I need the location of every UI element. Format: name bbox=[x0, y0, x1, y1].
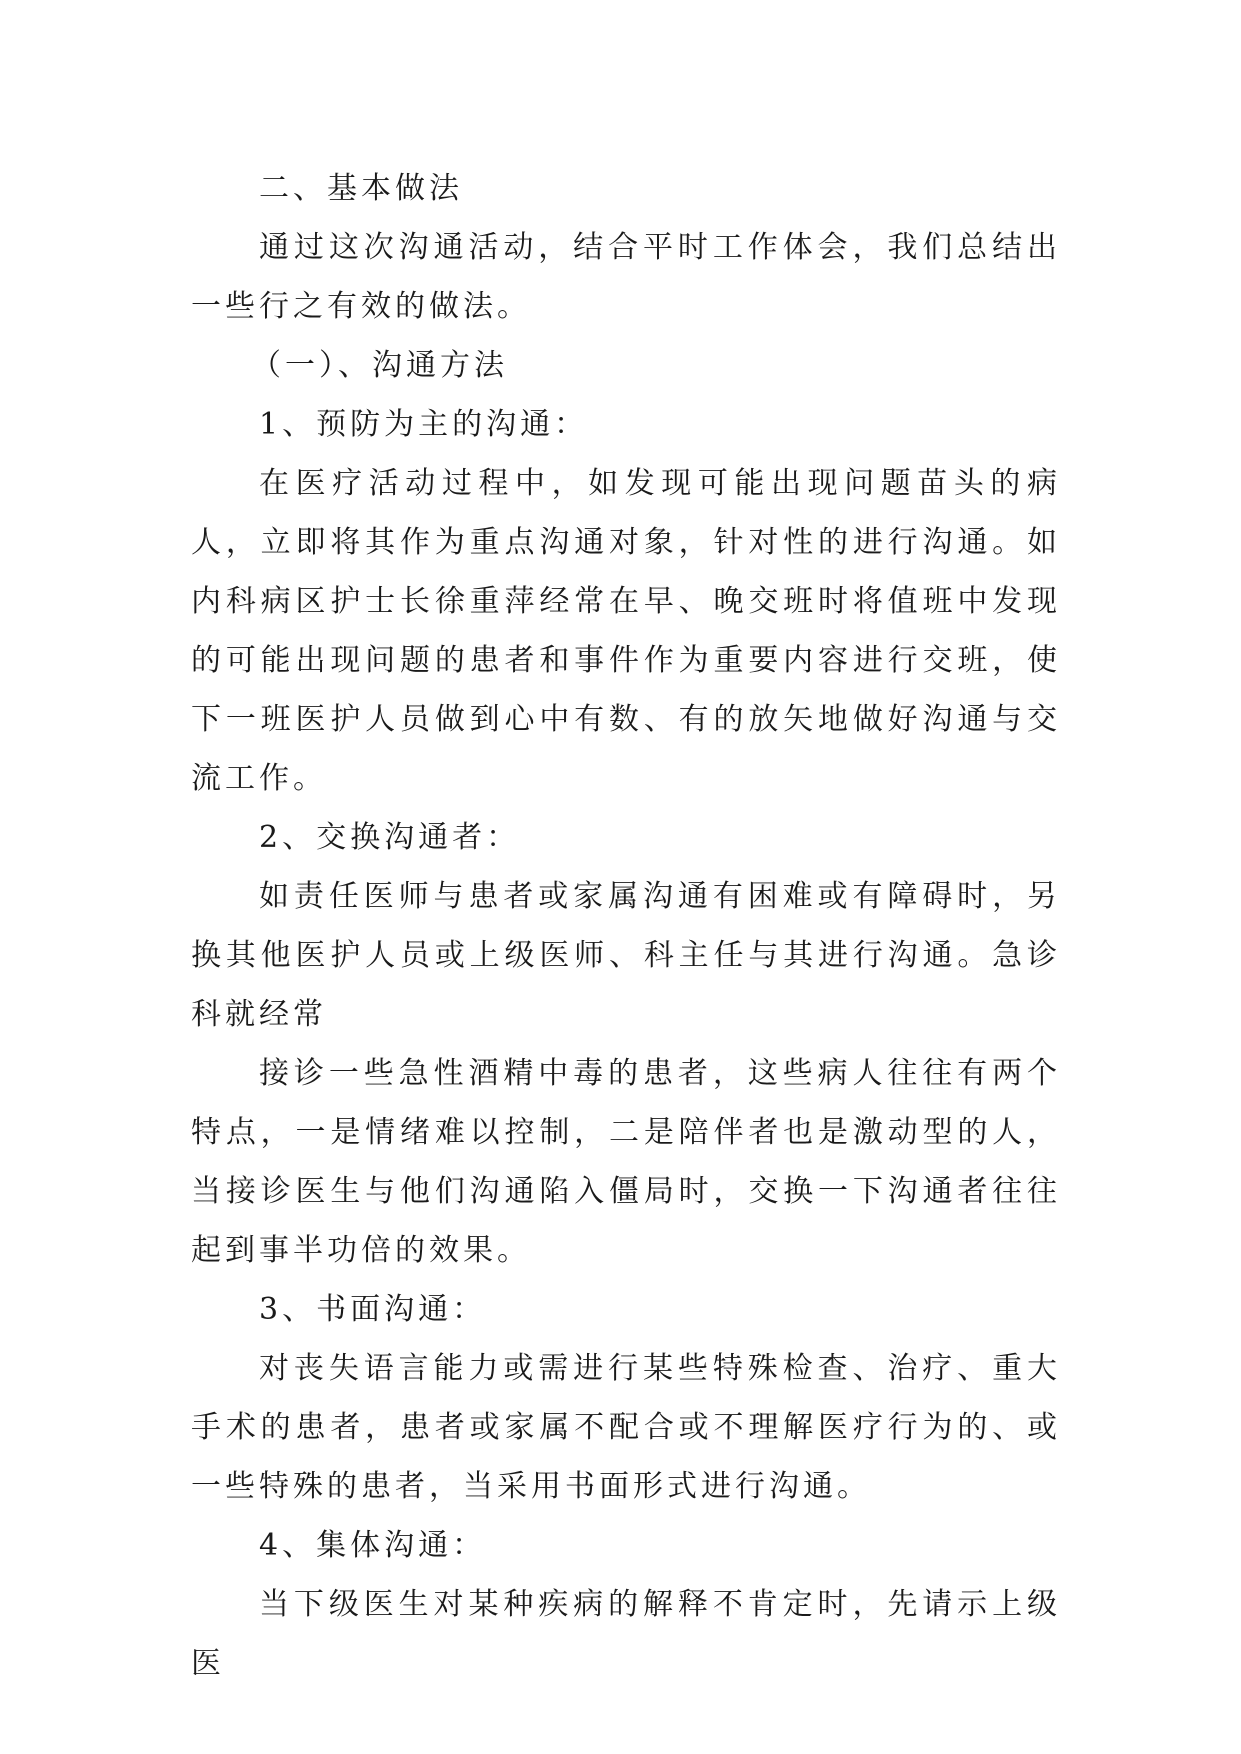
document-body bbox=[191, 159, 1061, 1693]
item-heading-written-communication: 3、书面沟通： bbox=[259, 1292, 487, 1327]
paragraph-group-communication: 当下级医生对某种疾病的解释不肯定时，先请示上级医 bbox=[191, 1587, 1061, 1681]
item-heading-group-communication: 4、集体沟通： bbox=[259, 1528, 487, 1563]
section-heading-basic-practices: 二、基本做法 bbox=[259, 171, 463, 206]
subsection-heading-communication-methods: （一）、沟通方法 bbox=[251, 348, 508, 383]
paragraph-exchange-communicator: 如责任医师与患者或家属沟通有困难或有障碍时，另换其他医护人员或上级医师、科主任与其进行沟通。急诊科就经常 bbox=[191, 879, 1061, 1032]
item-heading-exchange-communicator: 2、交换沟通者： bbox=[259, 820, 521, 855]
paragraph-intro: 通过这次沟通活动，结合平时工作体会，我们总结出一些行之有效的做法。 bbox=[191, 230, 1061, 324]
paragraph-written-communication: 对丧失语言能力或需进行某些特殊检查、治疗、重大手术的患者，患者或家属不配合或不理解医疗行为的、或一些特殊的患者，当采用书面形式进行沟通。 bbox=[191, 1351, 1061, 1504]
item-heading-prevention: 1、预防为主的沟通： bbox=[259, 407, 589, 442]
paragraph-emergency-example: 接诊一些急性酒精中毒的患者，这些病人往往有两个特点，一是情绪难以控制，二是陪伴者也是激动型的人，当接诊医生与他们沟通陷入僵局时，交换一下沟通者往往起到事半功倍的效果。 bbox=[191, 1056, 1061, 1268]
paragraph-prevention: 在医疗活动过程中，如发现可能出现问题苗头的病人，立即将其作为重点沟通对象，针对性的进行沟通。如内科病区护士长徐重萍经常在早、晚交班时将值班中发现的可能出现问题的患者和事件作为重要内容进行交班，使下一班医护人员做到心中有数、有的放矢地做好沟通与交流工作。 bbox=[191, 466, 1061, 796]
